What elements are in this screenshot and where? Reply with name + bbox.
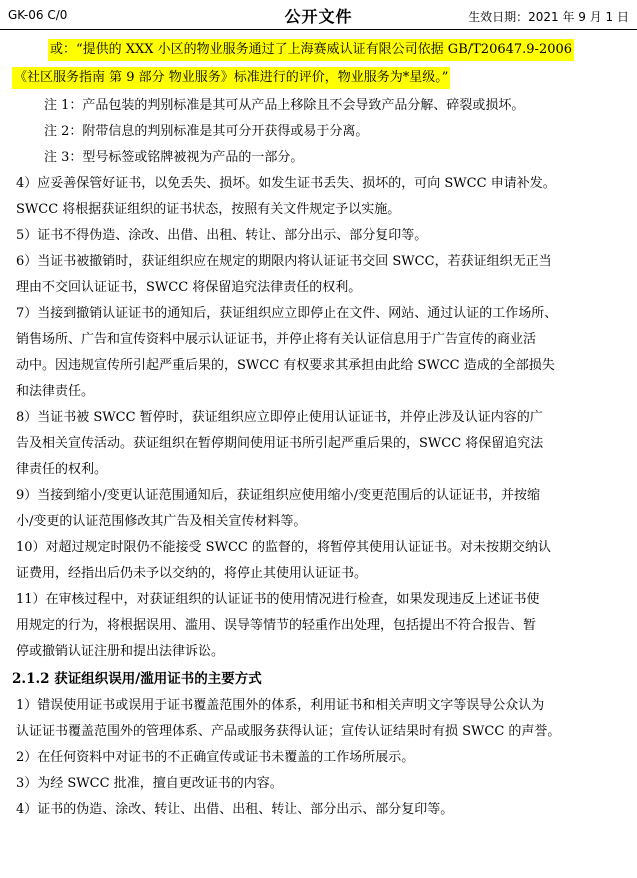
note-text: 注 3：型号标签或铭牌被视为产品的一部分。 <box>44 150 304 165</box>
rule-item-5 <box>0 223 637 249</box>
notes-list <box>0 93 637 171</box>
paragraph-line: 销售场所、广告和宣传资料中展示认证证书，并停止将有关认证信息用于广告宣传的商业活 <box>16 332 537 347</box>
rule-item-4 <box>0 171 637 223</box>
rule-item-10 <box>0 535 637 587</box>
paragraph-line: 小/变更的认证范围修改其广告及相关宣传材料等。 <box>16 514 307 529</box>
rule-item-8 <box>0 405 637 483</box>
page-title: 公开文件 <box>284 7 353 26</box>
rule-item-6 <box>0 249 637 301</box>
paragraph-line: 认证证书覆盖范围外的管理体系、产品或服务获得认证；宣传认证结果时有损 SWCC 的声誉。 <box>16 724 561 739</box>
paragraph-line: 用规定的行为，将根据误用、滥用、误导等情节的轻重作出处理，包括提出不符合报告、暂 <box>16 618 537 633</box>
misuse-item-2 <box>0 745 637 771</box>
paragraph-line: 11）在审核过程中，对获证组织的认证证书的使用情况进行检查，如果发现违反上述证书使 <box>16 592 540 607</box>
paragraph-line: 证费用，经指出后仍未予以交纳的，将停止其使用认证证书。 <box>16 566 368 581</box>
paragraph-line: 4）证书的伪造、涂改、转让、出借、出租、转让、部分出示、部分复印等。 <box>16 802 454 817</box>
paragraph-line: 3）为经 SWCC 批准，擅自更改证书的内容。 <box>16 776 283 791</box>
paragraph-line: 2）在任何资料中对证书的不正确宣传或证书未覆盖的工作场所展示。 <box>16 750 415 765</box>
rule-item-9 <box>0 483 637 535</box>
highlighted-example <box>0 36 637 93</box>
paragraph-line: SWCC 将根据获证组织的证书状态，按照有关文件规定予以实施。 <box>16 202 401 217</box>
section-heading: 2.1.2 获证组织误用/滥用证书的主要方式 <box>12 671 262 687</box>
paragraph-line: 停或撤销认证注册和提出法律诉讼。 <box>16 644 225 659</box>
paragraph-line: 告及相关宣传活动。获证组织在暂停期间使用证书所引起严重后果的，SWCC 将保留追究法 <box>16 436 544 451</box>
paragraph-line: 8）当证书被 SWCC 暂停时，获证组织应立即停止使用认证证书，并停止涉及认证内容的广 <box>16 410 543 425</box>
paragraph-line: 动中。因违规宣传所引起严重后果的，SWCC 有权要求其承担由此给 SWCC 造成的全部损失 <box>16 358 555 373</box>
document-body <box>0 36 637 823</box>
note-item <box>0 119 637 145</box>
effective-date: 生效日期：2021 年 9 月 1 日 <box>468 10 629 24</box>
paragraph-line: 1）错误使用证书或误用于证书覆盖范围外的体系，利用证书和相关声明文字等误导公众认为 <box>16 698 545 713</box>
document-code: GK-06 C/0 <box>8 8 68 22</box>
page-header <box>0 0 637 30</box>
rule-item-7 <box>0 301 637 405</box>
paragraph-line: 和法律责任。 <box>16 384 95 399</box>
rules-list <box>0 171 637 665</box>
paragraph-line: 理由不交回认证证书，SWCC 将保留追究法律责任的权利。 <box>16 280 362 295</box>
note-text: 注 1：产品包装的判别标准是其可从产品上移除且不会导致产品分解、碎裂或损坏。 <box>44 98 525 113</box>
paragraph-line: 7）当接到撤销认证证书的通知后，获证组织应立即停止在文件、网站、通过认证的工作场所、 <box>16 306 558 321</box>
misuse-item-3 <box>0 771 637 797</box>
misuse-list <box>0 693 637 823</box>
paragraph-line: 10）对超过规定时限仍不能接受 SWCC 的监督的，将暂停其使用认证证书。对未按期交纳认 <box>16 540 551 555</box>
misuse-item-4 <box>0 797 637 823</box>
paragraph-line: 5）证书不得伪造、涂改、出借、出租、转让、部分出示、部分复印等。 <box>16 228 428 243</box>
note-item <box>0 93 637 119</box>
note-item <box>0 145 637 171</box>
highlight-line-1: 或：“提供的 XXX 小区的物业服务通过了上海赛威认证有限公司依据 GB/T20647.9-2006 <box>48 39 574 61</box>
paragraph-line: 律责任的权利。 <box>16 462 108 477</box>
highlight-line-2: 《社区服务指南 第 9 部分 物业服务》标准进行的评价，物业服务为*星级。” <box>12 67 450 89</box>
paragraph-line: 9）当接到缩小/变更认证范围通知后，获证组织应使用缩小/变更范围后的认证证书，并按缩 <box>16 488 541 503</box>
note-text: 注 2：附带信息的判别标准是其可分开获得或易于分离。 <box>44 124 369 139</box>
misuse-item-1 <box>0 693 637 745</box>
paragraph-line: 4）应妥善保管好证书，以免丢失、损坏。如发生证书丢失、损坏的，可向 SWCC 申请补发。 <box>16 176 556 191</box>
rule-item-11 <box>0 587 637 665</box>
paragraph-line: 6）当证书被撤销时，获证组织应在规定的期限内将认证证书交回 SWCC，若获证组织无正当 <box>16 254 552 269</box>
